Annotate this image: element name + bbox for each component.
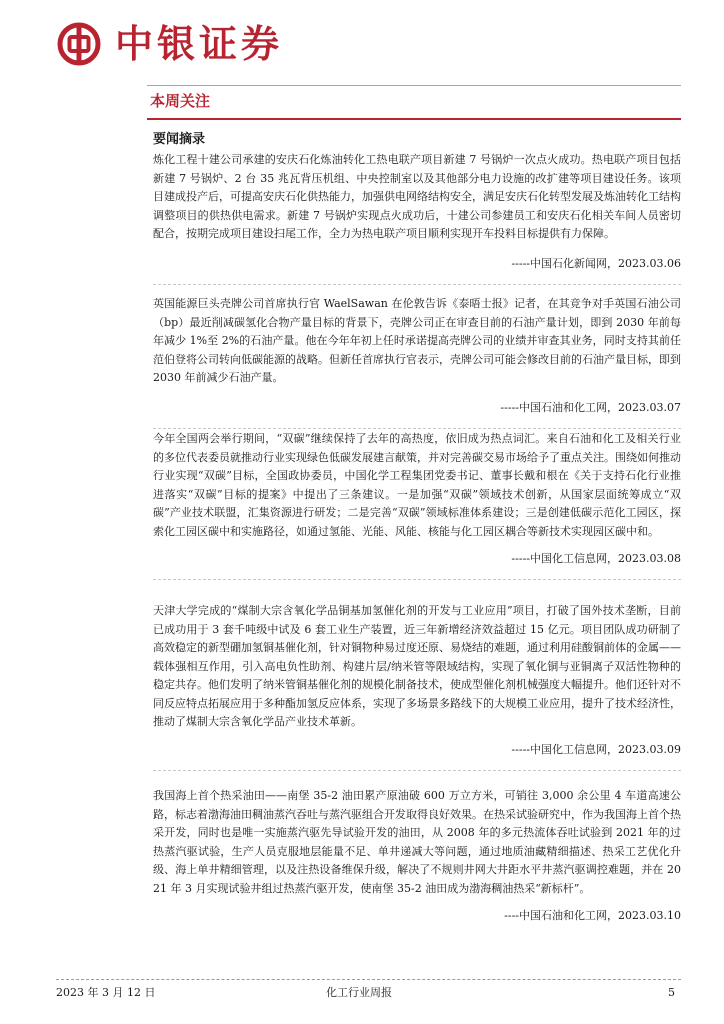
news-item	[153, 787, 681, 924]
footer-date: 2023 年 3 月 12 日	[56, 986, 156, 999]
page-header	[0, 0, 724, 110]
bank-of-china-logo-icon	[57, 22, 101, 66]
footer-report-name: 化工行业周报	[326, 986, 392, 999]
header-divider	[147, 85, 681, 86]
news-body: 英国能源巨头壳牌公司首席执行官 WaelSawan 在伦敦告诉《泰晤士报》记者，在其竞争对手英国石油公司（bp）最近削减碳氢化合物产量目标的背景下，壳牌公司正在审查目前的石油产量计划，即到 2030 年前每年减少 1%至 2%的石油产量。他在今年年初上任时承诺提高壳牌公司的业绩并审查其业务，同时支持其前任范伯登将公司转向低碳能源的战略。但新任首席执行官表示，壳牌公司可能会修改目前的石油产量目标，即到 2030 年前减少石油产量。	[153, 297, 681, 384]
news-source: -----中国石化新闻网，2023.03.06	[511, 256, 681, 270]
news-divider	[153, 770, 681, 772]
news-item	[153, 151, 681, 286]
news-divider	[153, 579, 681, 581]
news-digest-heading: 要闻摘录	[153, 132, 206, 147]
news-source: -----中国化工信息网，2023.03.08	[511, 552, 681, 565]
section-title: 本周关注	[150, 92, 211, 110]
section-title-underline	[147, 118, 681, 120]
news-body: 我国海上首个热采油田——南堡 35-2 油田累产原油破 600 万立方米，可销往 3,000 余公里 4 车道高速公路，标志着渤海油田稠油蒸汽吞吐与蒸汽驱组合开发取得良好效果。在热采试验研究中，作为我国海上首个热采开发，同时也是唯一实施蒸汽驱先导试验开发的油田，从 2008 年的多元热流体吞吐试验到 2021 年的过热蒸汽驱试验，生产人员克服地层能量不足、单井递减大等问题，通过地质油藏精细描述、热采工艺优化升级、海上单井精细管理，以及注热设备维保升级，解决了不规则井网大井距水平井蒸汽驱调控难题，并在 2021 年 3 月实现试验井组过热蒸汽驱开发，使南堡 35-2 油田成为渤海稠油热采“新标杆”。	[153, 789, 681, 895]
news-source: -----中国化工信息网，2023.03.09	[511, 742, 681, 756]
news-item	[153, 295, 681, 430]
news-body: 天津大学完成的“煤制大宗含氧化学品铜基加氢催化剂的开发与工业应用”项目，打破了国外技术垄断，目前已成功用于 3 套千吨级中试及 6 套工业生产装置，近三年新增经济效益超过 15 亿元。项目团队成功研制了高效稳定的新型硼加氢铜基催化剂，针对铜物种易过度还原、易烧结的难题，通过利用硅酸铜前体的金属——载体强相互作用，引入高电负性助剂、构建片层/纳米管等限域结构，实现了氧化铜与亚铜离子双活性物种的稳定共存。他们发明了纳米管铜基催化剂的规模化制备技术，使成型催化剂机械强度大幅提升。他们还针对不同反应特点拓展应用于多种酯加氢反应体系，实现了多场景多路线下的大规模工业应用，提升了技术经济性，推动了煤制大宗含氧化学品产业技术革新。	[153, 604, 681, 728]
brand-name: 中银证券	[115, 22, 284, 66]
news-body: 今年全国两会举行期间，“双碳”继续保持了去年的高热度，依旧成为热点词汇。来自石油和化工及相关行业的多位代表委员就推动行业实现绿色低碳发展建言献策，并对完善碳交易市场给予了重点关注。围绕如何推动行业实现“双碳”目标，全国政协委员，中国化学工程集团党委书记、董事长戴和根在《关于支持石化行业推进落实“双碳”目标的提案》中提出了三条建议。一是加强“双碳”领域技术创新，从国家层面统筹成立“双碳”产业技术联盟，汇集资源进行研发；二是完善“双碳”领域标准体系建设；三是创建低碳示范化工园区，探索化工园区碳中和实施路径，如通过氢能、光能、风能、核能与化工园区耦合等新技术实现园区碳中和。	[153, 432, 681, 538]
news-body: 炼化工程十建公司承建的安庆石化炼油转化工热电联产项目新建 7 号锅炉一次点火成功。热电联产项目包括新建 7 号锅炉、2 台 35 兆瓦背压机组、中央控制室以及其他部分电力设施的改扩建等项目建设任务。该项目建成投产后，可提高安庆石化供热能力，加强供电网络结构安全，满足安庆石化转型发展及炼油转化工结构调整项目的供热供电需求。新建 7 号锅炉实现点火成功后，十建公司参建员工和安庆石化相关车间人员密切配合，按期完成项目建设扫尾工作，全力为热电联产项目顺利实现开车投料目标提供有力保障。	[153, 153, 681, 240]
page-footer	[56, 984, 681, 1002]
news-source: ----中国石油和化工网，2023.03.10	[504, 909, 681, 922]
news-divider	[153, 284, 681, 286]
news-item	[153, 602, 681, 772]
footer-divider	[56, 979, 681, 981]
news-item	[153, 430, 681, 581]
news-source: -----中国石油和化工网，2023.03.07	[500, 400, 681, 414]
page-number: 5	[668, 986, 675, 999]
